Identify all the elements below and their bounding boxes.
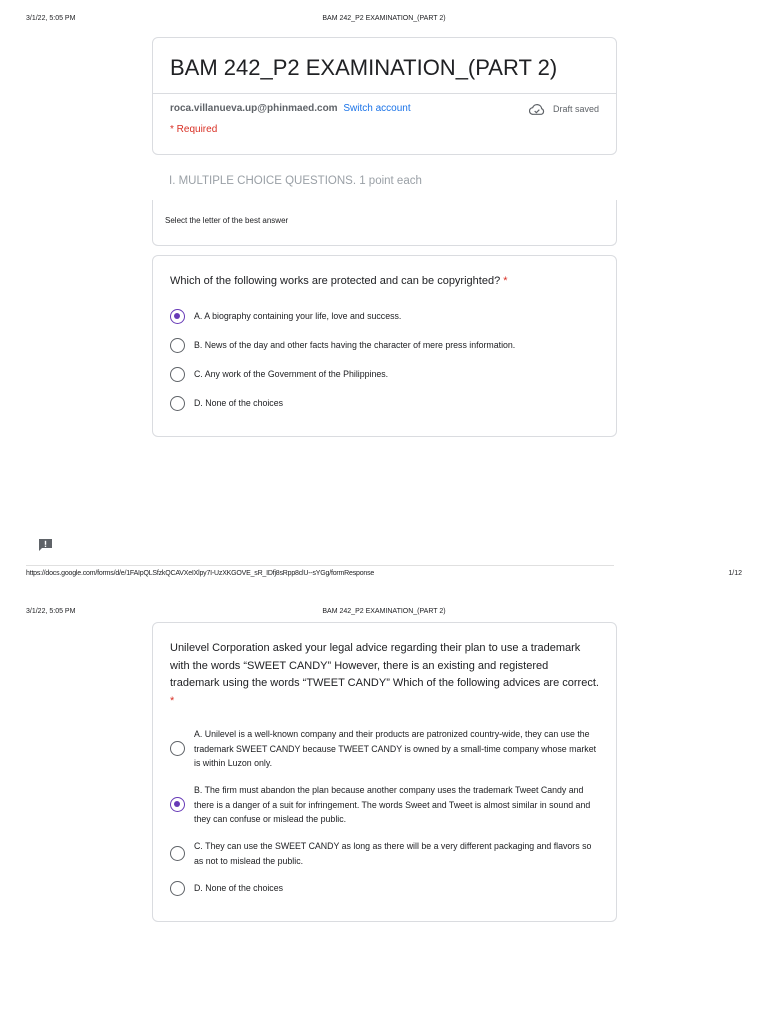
q1-option-b-label: B. News of the day and other facts having the character of mere press information.: [194, 340, 516, 351]
account-email: roca.villanueva.up@phinmaed.com: [170, 103, 338, 114]
q1-radio-a[interactable]: [170, 309, 185, 324]
print-header: [0, 15, 768, 29]
form-title: BAM 242_P2 EXAMINATION_(PART 2): [170, 55, 558, 80]
q1-radio-b[interactable]: [170, 338, 185, 353]
q2-option-b-label: B. The firm must abandon the plan because another company uses the trademark Tweet Candy and there is a danger of a suit for infringement. The words Sweet and Tweet is almost similar in sound and they can confuse or mislead the public.: [194, 785, 591, 825]
q2-option-a[interactable]: [170, 727, 599, 771]
section-card: [152, 200, 617, 246]
section-description: Select the letter of the best answer: [165, 216, 289, 225]
page-divider: [26, 565, 614, 566]
draft-status-label: Draft saved: [552, 104, 599, 114]
q2-radio-b[interactable]: [170, 797, 185, 812]
q1-radio-d[interactable]: [170, 396, 185, 411]
q2-option-b[interactable]: [170, 783, 599, 827]
q2-option-c-label: C. They can use the SWEET CANDY as long as there will be a very different packaging and flavors so as not to mislead the public.: [194, 841, 592, 866]
print-doc-title: BAM 242_P2 EXAMINATION_(PART 2): [322, 608, 446, 615]
section-title: I. MULTIPLE CHOICE QUESTIONS. 1 point each: [169, 175, 422, 187]
question-2-title: [153, 623, 616, 710]
q2-radio-c[interactable]: [170, 846, 185, 861]
print-date: 3/1/22, 5:05 PM: [26, 608, 76, 615]
q2-radio-d[interactable]: [170, 881, 185, 896]
q2-option-d[interactable]: [170, 881, 599, 896]
print-doc-title: BAM 242_P2 EXAMINATION_(PART 2): [322, 15, 446, 22]
q1-option-d-label: D. None of the choices: [194, 398, 283, 409]
print-header-page-2: [0, 608, 768, 622]
switch-account-link[interactable]: Switch account: [343, 103, 411, 114]
q1-radio-c[interactable]: [170, 367, 185, 382]
question-card-1: [152, 255, 617, 437]
required-note: * Required: [170, 124, 218, 135]
q1-option-a-label: A. A biography containing your life, love and success.: [194, 311, 402, 322]
print-url: https://docs.google.com/forms/d/e/1FAIpQLSfzkQCAVXeIXlpy7I-UzXKGOVE_sR_IDfj8sRpp8clU--sYGg/formResponse: [26, 570, 375, 577]
q1-option-c[interactable]: [170, 367, 599, 382]
q2-option-d-label: D. None of the choices: [194, 883, 283, 894]
q1-option-b[interactable]: [170, 338, 599, 353]
account-row: [153, 94, 616, 124]
q1-option-d[interactable]: [170, 396, 599, 411]
question-1-text: Which of the following works are protected and can be copyrighted?: [170, 275, 501, 287]
form-header-card: [152, 37, 617, 155]
q1-option-a[interactable]: [170, 309, 599, 324]
q2-option-a-label: A. Unilevel is a well-known company and their products are patronized country-wide, they can use the trademark SWEET CANDY because TWEET CANDY is owned by a small-time company whose market is within Luzon only.: [194, 729, 597, 769]
print-page-number: 1/12: [728, 570, 742, 577]
draft-status: [529, 103, 599, 115]
print-footer: [0, 570, 768, 584]
cloud-check-icon: [529, 103, 545, 115]
q1-option-c-label: C. Any work of the Government of the Philippines.: [194, 369, 389, 380]
form-title-area: [153, 38, 616, 94]
print-date: 3/1/22, 5:05 PM: [26, 15, 76, 22]
question-2-text: Unilevel Corporation asked your legal advice regarding their plan to use a trademark with the words “SWEET CANDY” However, there is an existing and registered trademark using the words “TWEET CANDY” Which of the following advices are correct.: [170, 642, 599, 689]
question-card-2: [152, 622, 617, 922]
required-star: *: [503, 275, 508, 287]
q2-option-c[interactable]: [170, 839, 599, 868]
question-1-title: [153, 256, 616, 291]
required-star: *: [170, 694, 175, 707]
q2-radio-a[interactable]: [170, 741, 185, 756]
report-feedback-icon[interactable]: [38, 538, 53, 551]
